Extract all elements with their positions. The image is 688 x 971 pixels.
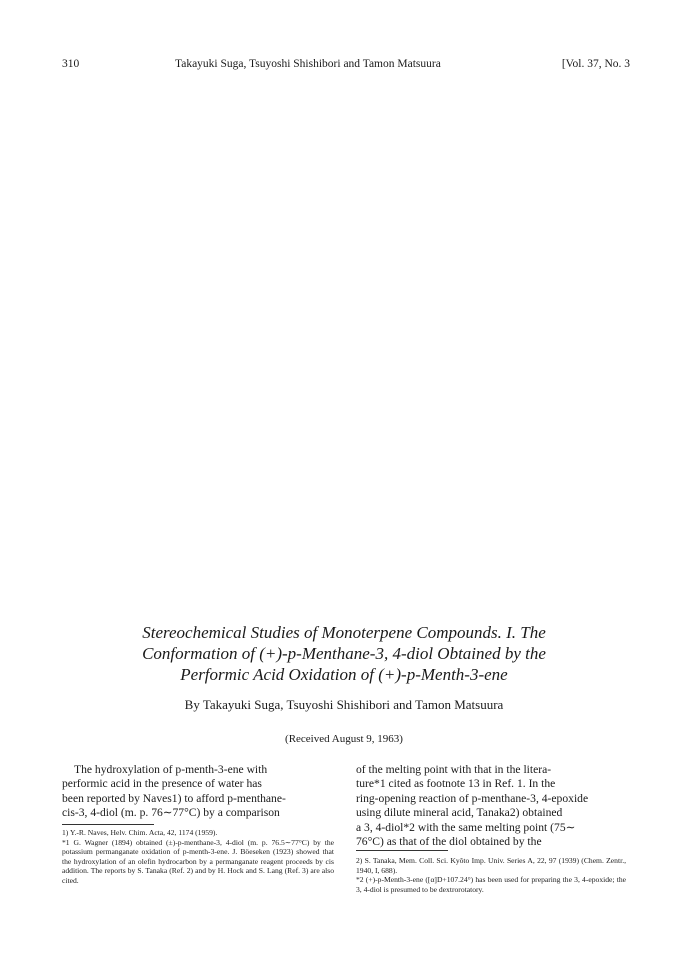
- body-column-left: [62, 763, 334, 821]
- footnote: 1) Y.-R. Naves, Helv. Chim. Acta, 42, 1174 (1959).: [62, 828, 218, 837]
- body-line: using dilute mineral acid, Tanaka2) obtained: [356, 806, 563, 820]
- footnotes-right: [356, 856, 626, 894]
- title-line-2: Conformation of (+)-p-Menthane-3, 4-diol Obtained by the: [142, 644, 546, 663]
- page-number: 310: [62, 58, 80, 70]
- footnote-rule: [356, 850, 448, 851]
- body-line: performic acid in the presence of water has: [62, 777, 262, 791]
- footnote: 2) S. Tanaka, Mem. Coll. Sci. Kyôto Imp. Univ. Series A, 22, 97 (1939) (Chem. Zentr., 1940, I, 688).: [356, 856, 626, 875]
- body-line: of the melting point with that in the litera-: [356, 763, 552, 776]
- title-line-1: Stereochemical Studies of Monoterpene Compounds. I. The: [142, 623, 546, 642]
- body-column-right: [356, 763, 626, 849]
- body-line: 76°C) as that of the diol obtained by the: [356, 835, 542, 849]
- author-line: By Takayuki Suga, Tsuyoshi Shishibori and Tamon Matsuura: [184, 697, 504, 712]
- volume-info: [Vol. 37, No. 3: [561, 58, 630, 70]
- running-head-authors: Takayuki Suga, Tsuyoshi Shishibori and Tamon Matsuura: [175, 58, 441, 70]
- received-date: (Received August 9, 1963): [285, 733, 403, 745]
- footnotes-left: [62, 828, 334, 886]
- body-line: cis-3, 4-diol (m. p. 76∼77°C) by a comparison: [62, 806, 280, 820]
- footnote: *2 (+)-p-Menth-3-ene ([α]D+107.24°) has been used for preparing the 3, 4-epoxide; the 3, 4-diol is presumed to be dextrorotatory.: [356, 875, 626, 894]
- footnote: *1 G. Wagner (1894) obtained (±)-p-menthane-3, 4-diol (m. p. 76.5∼77°C) by the potassium permanganate oxidation of p-menth-3-ene. J. Böeseken (1923) showed that the hydroxylation of an olefin hydrocarbon by a permanganate reagent proceeds by cis addition. The reports by S. Tanaka (Ref. 2) and by H. Hock and S. Lang (Ref. 3) are also cited.: [62, 837, 334, 885]
- page-header: [0, 58, 688, 76]
- body-line: been reported by Naves1) to afford p-menthane-: [62, 791, 286, 805]
- body-line: The hydroxylation of p-menth-3-ene with: [74, 763, 268, 776]
- footnote-rule: [62, 824, 154, 825]
- body-line: a 3, 4-diol*2 with the same melting point (75∼: [356, 820, 576, 834]
- body-line: ture*1 cited as footnote 13 in Ref. 1. In the: [356, 777, 556, 791]
- title-line-3: Performic Acid Oxidation of (+)-p-Menth-3-ene: [180, 665, 508, 684]
- article-title: [60, 622, 628, 685]
- body-line: ring-opening reaction of p-menthane-3, 4-epoxide: [356, 791, 589, 805]
